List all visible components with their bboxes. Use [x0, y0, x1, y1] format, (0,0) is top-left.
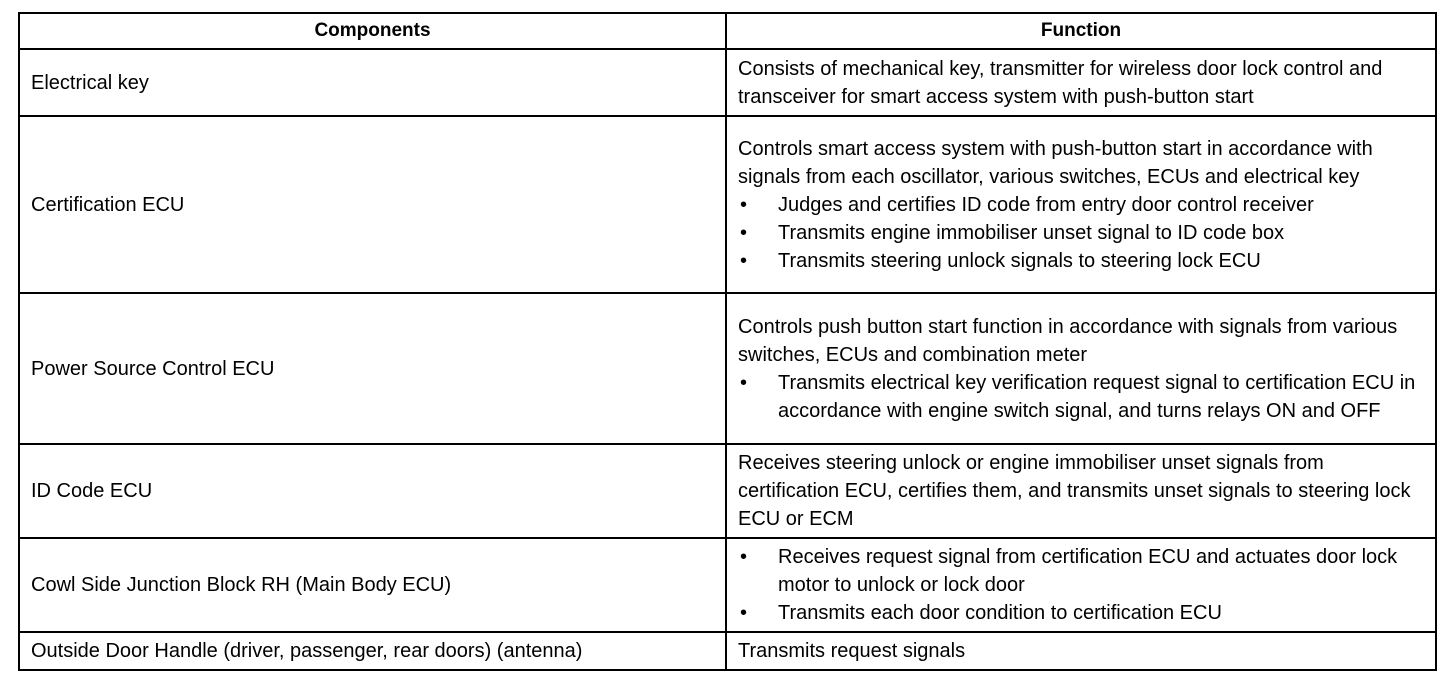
bullet-item	[738, 219, 1427, 247]
bullet-text: Transmits electrical key verification request signal to certification ECU in accordance with engine switch signal, and turns relays ON and OFF	[778, 371, 1416, 422]
component-cell: Power Source Control ECU	[19, 293, 726, 444]
bullet-icon: •	[740, 371, 748, 394]
header-row	[19, 13, 1436, 49]
function-text: Transmits request signals	[738, 640, 966, 662]
bullet-item	[738, 543, 1427, 599]
function-cell	[726, 538, 1436, 632]
bullet-icon: •	[740, 193, 748, 216]
bullet-item	[738, 599, 1427, 627]
header-function: Function	[726, 13, 1436, 49]
function-text: Consists of mechanical key, transmitter for wireless door lock control and transceiver for smart access system with push-button start	[738, 57, 1383, 108]
function-text: Controls smart access system with push-button start in accordance with signals from each oscillator, various switches, ECUs and electrical key	[738, 137, 1373, 188]
bullet-icon: •	[740, 602, 748, 624]
function-text: Controls push button start function in accordance with signals from various switches, ECUs and combination meter	[738, 315, 1398, 366]
bullet-text: Transmits each door condition to certification ECU	[778, 602, 1222, 624]
function-cell	[726, 293, 1436, 444]
function-cell	[726, 49, 1436, 116]
component-cell: ID Code ECU	[19, 444, 726, 538]
bullet-text: Transmits steering unlock signals to steering lock ECU	[778, 249, 1261, 272]
table-row	[19, 444, 1436, 538]
bullet-text: Receives request signal from certification ECU and actuates door lock motor to unlock or lock door	[778, 546, 1398, 596]
table-row	[19, 538, 1436, 632]
bullet-item	[738, 369, 1427, 425]
table-row	[19, 49, 1436, 116]
table-row	[19, 293, 1436, 444]
component-cell: Cowl Side Junction Block RH (Main Body ECU)	[19, 538, 726, 632]
component-cell: Electrical key	[19, 49, 726, 116]
bullet-text: Transmits engine immobiliser unset signal to ID code box	[778, 221, 1285, 244]
function-cell	[726, 116, 1436, 293]
table-row	[19, 632, 1436, 670]
bullet-icon: •	[740, 249, 748, 272]
function-bullet-list	[738, 369, 1427, 425]
function-cell	[726, 444, 1436, 538]
table-row	[19, 116, 1436, 293]
components-table	[18, 12, 1437, 671]
bullet-icon: •	[740, 221, 748, 244]
function-cell	[726, 632, 1436, 670]
bullet-icon: •	[740, 546, 748, 568]
function-bullet-list	[738, 191, 1427, 275]
bullet-item	[738, 191, 1427, 219]
bullet-text: Judges and certifies ID code from entry door control receiver	[778, 193, 1314, 216]
header-components: Components	[19, 13, 726, 49]
function-text: Receives steering unlock or engine immobiliser unset signals from certification ECU, certifies them, and transmits unset signals to steering lock ECU or ECM	[738, 452, 1411, 530]
function-bullet-list	[738, 543, 1427, 627]
bullet-item	[738, 247, 1427, 275]
component-cell: Outside Door Handle (driver, passenger, rear doors) (antenna)	[19, 632, 726, 670]
component-cell: Certification ECU	[19, 116, 726, 293]
